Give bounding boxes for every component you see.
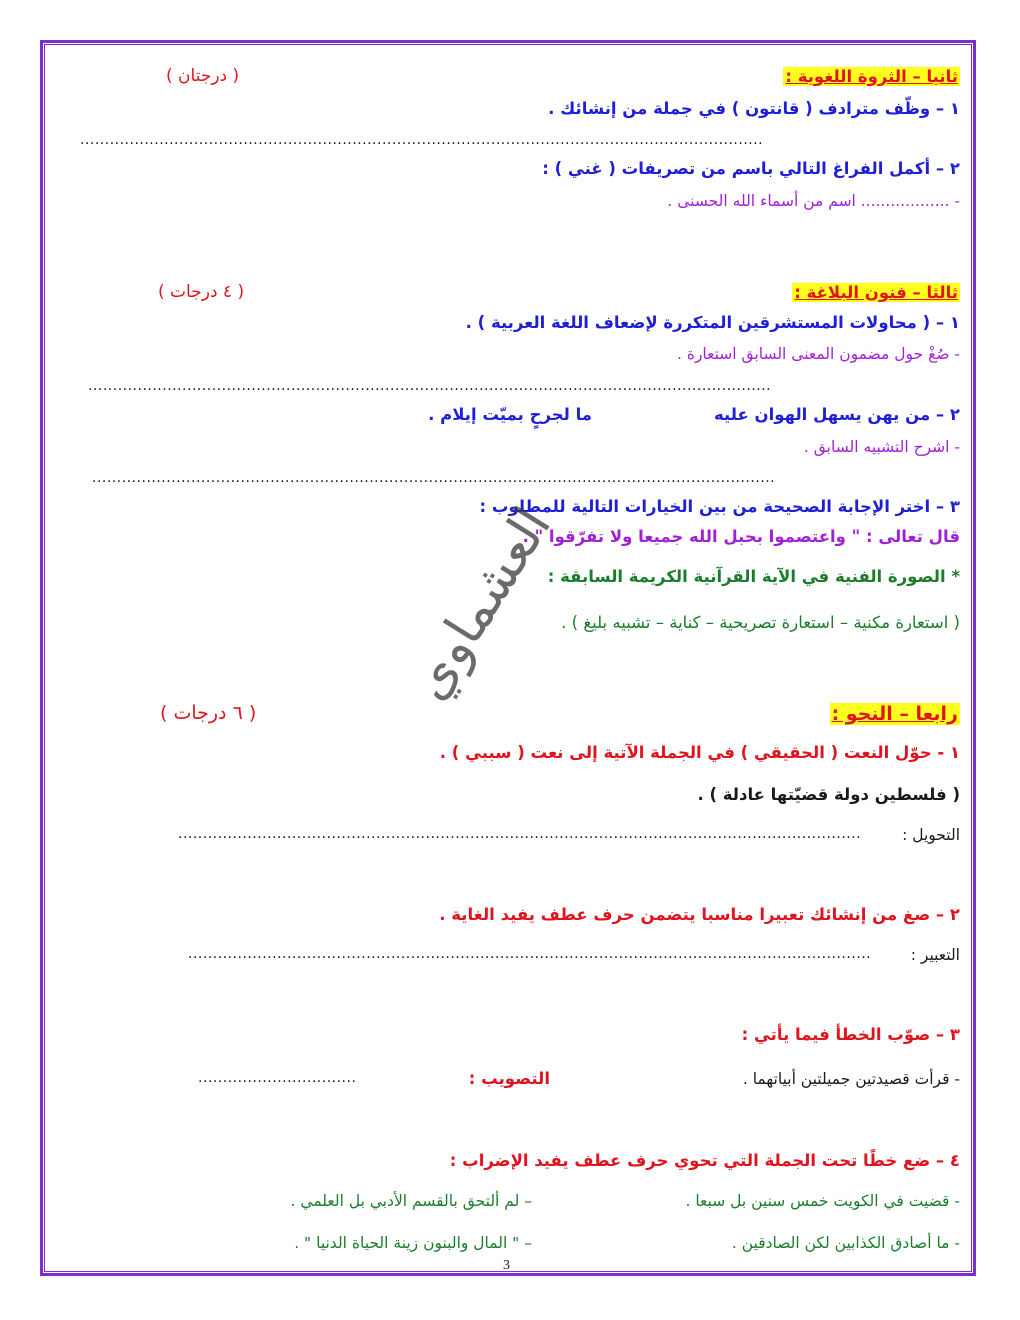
page-number: 3 xyxy=(503,1258,510,1273)
section4-q4-option2: – لم ألتحق بالقسم الأدبي بل العلمي . xyxy=(290,1192,532,1210)
answer-line: .......................................................................................................................................... xyxy=(88,378,772,394)
section3-grade: ( ٤ درجات ) xyxy=(158,282,245,302)
section4-grade: ( ٦ درجات ) xyxy=(160,702,257,724)
section2-q2-line: - .................. اسم من أسماء الله الحسنى . xyxy=(667,192,960,210)
section4-q1: ١ - حوّل النعت ( الحقيقي ) في الجملة الآتية إلى نعت ( سببي ) . xyxy=(439,743,960,762)
watermark: العشماوي xyxy=(399,497,564,711)
section3-q3-prompt: * الصورة الفنية في الآية القرآنية الكريمة السابقة : xyxy=(547,567,960,586)
section4-q2-answer-label: التعبير : xyxy=(910,946,960,964)
section3-q2-verse-a: ٢ – من يهن يسهل الهوان عليه xyxy=(714,405,960,424)
section4-q1-sentence: ( فلسطين دولة قضيّتها عادلة ) . xyxy=(697,785,960,804)
section4-q1-answer-label: التحويل : xyxy=(902,826,960,844)
section2-q2: ٢ – أكمل الفراغ التالي باسم من تصريفات ( غني ) : xyxy=(542,159,960,178)
section3-q3: ٣ – اختر الإجابة الصحيحة من بين الخيارات التالية للمطلوب : xyxy=(479,497,960,516)
section4-q4-option4: – " المال والبنون زينة الحياة الدنيا " . xyxy=(294,1234,532,1252)
answer-line: .......................................................................................................................................... xyxy=(92,470,776,486)
section3-q3-options: ( استعارة مكنية – استعارة تصريحية – كناية – تشبيه بليغ ) . xyxy=(561,613,960,632)
section4-heading xyxy=(830,702,960,726)
answer-line: .......................................................................................................................................... xyxy=(188,946,872,962)
section4-q4: ٤ – ضع خطًا تحت الجملة التي تحوي حرف عطف يفيد الإضراب : xyxy=(449,1151,960,1170)
section3-q3-quote: قال تعالى : " واعتصموا بحبل الله جميعا ولا تفرّقوا " . xyxy=(522,527,960,546)
section4-q3-sentence: - قرأت قصيدتين جميلتين أبياتهما . xyxy=(742,1070,960,1088)
answer-line: ................................ xyxy=(198,1070,357,1086)
answer-line: .......................................................................................................................................... xyxy=(178,826,862,842)
section4-title: رابعا – النحو : xyxy=(831,703,958,725)
section3-q2-task: - اشرح التشبيه السابق . xyxy=(803,438,960,456)
section2-title: ثانيا – الثروة اللغوية : xyxy=(785,67,958,86)
section4-q3-fix-label: التصويب : xyxy=(468,1069,550,1088)
section2-heading xyxy=(783,66,960,88)
section4-q3: ٣ – صوّب الخطأ فيما يأتي : xyxy=(741,1025,960,1044)
section3-q1: ١ – ( محاولات المستشرقين المتكررة لإضعاف اللغة العربية ) . xyxy=(465,313,960,332)
section2-grade: ( درجتان ) xyxy=(166,66,240,86)
section2-q1: ١ – وظّف مترادف ( قانتون ) في جملة من إنشائك . xyxy=(548,99,960,118)
section4-q4-option1: - قضيت في الكويت خمس سنين بل سبعا . xyxy=(685,1192,960,1210)
section4-q4-option3: - ما أصادق الكذابين لكن الصادقين . xyxy=(731,1234,960,1252)
section3-heading xyxy=(792,282,960,304)
section3-title: ثالثا – فنون البلاغة : xyxy=(794,283,958,302)
section4-q2: ٢ – صغ من إنشائك تعبيرا مناسبا يتضمن حرف عطف يفيد الغاية . xyxy=(439,905,960,924)
section3-q1-task: - صُغْ حول مضمون المعنى السابق استعارة . xyxy=(676,345,960,363)
answer-line: .......................................................................................................................................... xyxy=(80,132,764,148)
section3-q2-verse-b: ما لجرحٍ بميّت إيلام . xyxy=(428,405,592,424)
